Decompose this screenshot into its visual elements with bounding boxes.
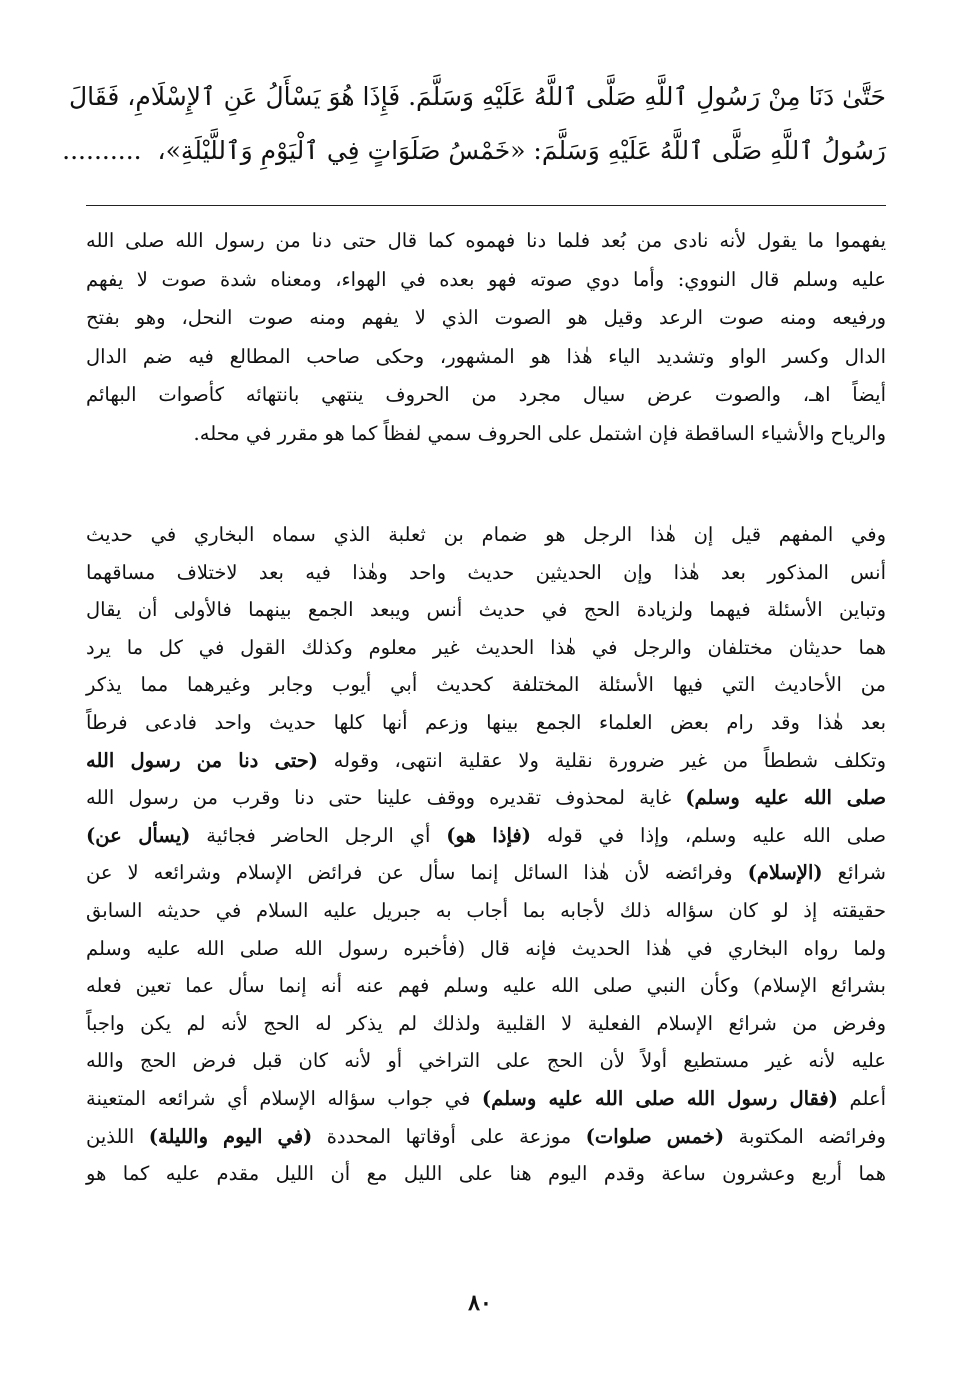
commentary-1-line: أيضاً اهـ، والصوت عرض سيال مجرد من الحروف ينتهي بانتهائه كأصوات البهائم (86, 383, 886, 407)
commentary-text: وفرائضه المكتوبة (724, 1124, 886, 1148)
commentary-text: وتكلف شططاً من غير ضرورة نقلية ولا عقلية انتهى، وقوله (318, 748, 886, 772)
commentary-text: اللذين (86, 1124, 149, 1148)
commentary-1-line: والرياح والأشياء الساقطة فإن اشتمل على الحروف سمي لفظاً كما هو مقرر في محله. (193, 421, 886, 445)
quoted-hadith-phrase: (في اليوم والليلة) (148, 1124, 313, 1148)
commentary-text: أعلم (837, 1086, 887, 1110)
commentary-2-line: هما حديثان مختلفان والرجل في هٰذا الحديث غير معلوم وكذلك القول في كل ما يرد (86, 635, 886, 659)
quoted-hadith-phrase: (فقال رسول الله صلى الله عليه وسلم) (481, 1086, 838, 1110)
commentary-2-line: وفي المفهم قيل إن هٰذا الرجل هو ضمام بن ثعلبة الذي سماه البخاري في حديث (86, 523, 886, 546)
commentary-text: صلى الله عليه وسلم، وإذا في قوله (530, 823, 887, 847)
commentary-2-line: وفرض من شرائع الإسلام الفعلية لا القلبية ولذلك لم يذكر له الحج لأنه لم يكن واجباً (86, 1011, 886, 1035)
commentary-text: وفرائضه لأن هٰذا السائل إنما سأل عن فرائض الإسلام وشرائعه لا عن (86, 861, 748, 885)
footnote-separator-rule (86, 205, 886, 206)
hadith-line-1: حَتَّىٰ دَنَا مِنْ رَسُولِ ٱللَّهِ صَلَّى ٱللَّهُ عَلَيْهِ وَسَلَّمَ. فَإِذَا هُوَ يَسْأَلُ عَنِ ٱلإِسْلَامِ، فَقَالَ (68, 82, 886, 111)
commentary-text: شرائع (822, 861, 886, 885)
commentary-text: أي الرجل الحاضر فجائية (190, 823, 447, 847)
quoted-hadith-phrase: (الإسلام) (747, 861, 823, 885)
commentary-1-line: يفهموا ما يقول لأنه نادى من بُعد فلما دنا فهموه كما قال حتى دنا من رسول الله صلى الله (86, 229, 886, 252)
commentary-text: غاية لمحذوف تقديره ووقف علينا حتى دنا وقرب من رسول الله (86, 786, 686, 810)
quoted-hadith-phrase: (يسأل عن) (86, 823, 191, 847)
page-number: ٨٠ (468, 1290, 492, 1316)
commentary-2-line: وتباين الأسئلة فيهما ولزيادة الحج في حديث أنس ويبعد الجمع بينهما فالأولى أن يقال (86, 598, 886, 622)
commentary-2-line (86, 779, 886, 817)
commentary-2-line: ولما رواه البخاري في هٰذا الحديث فإنه قال (فأخبره رسول الله صلى الله عليه وسلم (86, 936, 886, 960)
quoted-hadith-phrase: (فإذا هو) (446, 823, 531, 847)
commentary-text: في جواب سؤاله الإسلام أي شرائعه المتعينة (86, 1086, 482, 1110)
commentary-2-line: بعد هٰذا وقد رام بعض العلماء الجمع بينها وزعم أنها كلها حديث واحد فادعى فرطاً (86, 710, 886, 734)
hadith-ellipsis: .......... (62, 136, 142, 165)
commentary-2-line: عليه لأنه غير مستطيع أولاً لأن الحج على التراخي أو لأنه كان قبل فرض الحج والله (86, 1049, 886, 1073)
commentary-1-line: ورفيعه ومنه صوت الرعد وقيل هو الصوت الذي لا يفهم ومنه صوت النحل، وهو بفتح (86, 306, 886, 330)
commentary-2-line (86, 1080, 886, 1118)
commentary-1-line: عليه وسلم قال النووي: وأما دوي صوته فهو بعده في الهواء، ومعناه شدة صوت لا يفهم (86, 267, 886, 291)
hadith-text (62, 70, 886, 178)
commentary-2-line: هما أربع وعشرون ساعة وقدم اليوم هنا على الليل مع أن الليل مقدم عليه كما هو (86, 1162, 886, 1186)
commentary-1-line: الدال وكسر الواو وتشديد الياء هٰذا هو المشهور، وحكى صاحب المطالع فيه ضم الدال (86, 344, 886, 368)
quoted-hadith-phrase: (حتى دنا من رسول الله (86, 748, 319, 772)
commentary-2-line: حقيقته إذ لو كان سؤاله ذلك لأجابه بما أجاب به جبريل عليه السلام في حديثه السابق (86, 898, 886, 922)
quoted-hadith-phrase: صلى الله عليه وسلم) (685, 786, 886, 810)
quoted-hadith-phrase: (خمس صلوات) (585, 1124, 725, 1148)
commentary-2-line (86, 1118, 886, 1156)
commentary-paragraph-1 (86, 222, 886, 454)
commentary-text: موزعة على أوقاتها المحددة (312, 1124, 586, 1148)
commentary-2-line: أنس المذكور بعد هٰذا وإن الحديثين حديث واحد وهٰذا فيه بعد لاختلاف مساقهما (86, 560, 886, 584)
commentary-2-line: بشرائع الإسلام) وكأن النبي صلى الله عليه وسلم فهم عنه أنه إنما سأل عما تعين فعله (86, 974, 886, 998)
commentary-2-line: من الأحاديث التي فيها الأسئلة المختلفة كحديث أبي أيوب وجابر وغيرهما مما يذكر (86, 673, 886, 697)
hadith-line-2-text: رَسُولُ ٱللَّهِ صَلَّى ٱللَّهُ عَلَيْهِ وَسَلَّمَ: «خَمْسُ صَلَوَاتٍ فِي ٱلْيَوْمِ وَٱللَّيْلَةِ»، (157, 136, 886, 165)
commentary-2-line (86, 817, 886, 855)
hadith-line-2 (62, 124, 886, 178)
commentary-paragraph-2 (86, 516, 886, 1193)
commentary-2-line (86, 854, 886, 892)
commentary-2-line (86, 742, 886, 780)
